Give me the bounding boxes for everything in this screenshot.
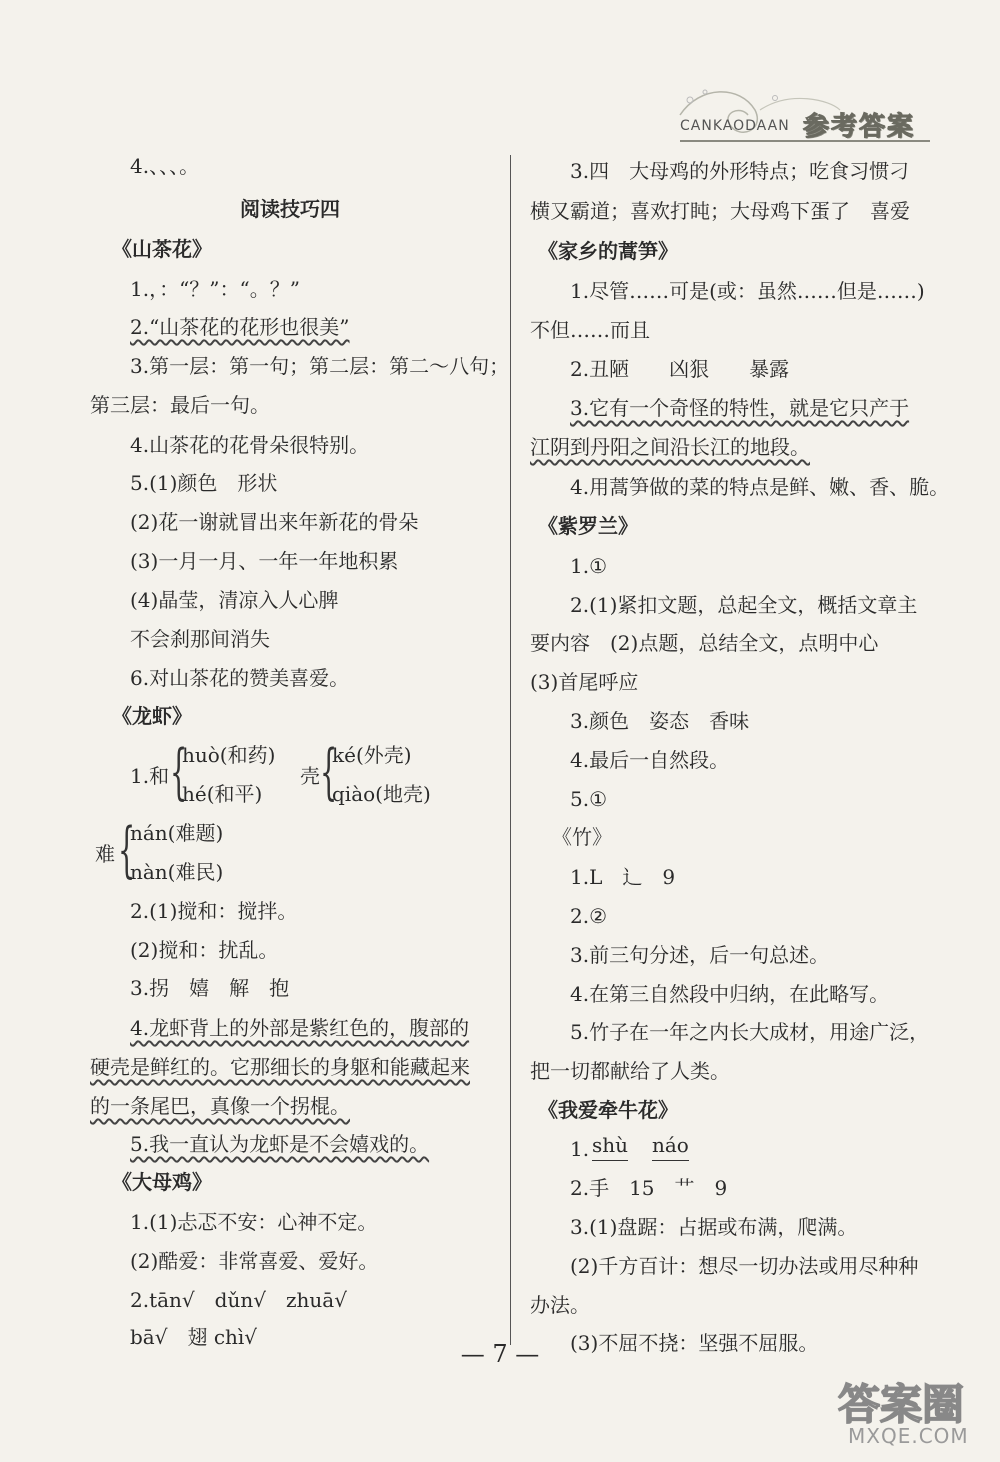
answer-line: 5.① (570, 787, 608, 811)
answer-line: 4.、、、。 (130, 154, 200, 178)
answer-line: 第三层：最后一句。 (90, 393, 270, 417)
answer-line: 5.竹子在一年之内长大成材，用途广泛， (570, 1020, 930, 1044)
brace-icon: { (118, 815, 136, 885)
watermark-url: MXQE.COM (848, 1424, 969, 1448)
answer-line: 6.对山茶花的赞美喜爱。 (130, 666, 350, 690)
answer-line: 不但……而且 (530, 318, 650, 342)
answer-line: 4.最后一自然段。 (570, 748, 730, 772)
answer-line: (2)搅和：扰乱。 (130, 938, 279, 962)
pinyin-answer: náo (652, 1130, 689, 1161)
answer-line: 3.四 大母鸡的外形特点；吃食习惯刁 (570, 159, 910, 183)
answer-line: 4.在第三自然段中归纳，在此略写。 (570, 982, 890, 1006)
answer-line: (3)首尾呼应 (530, 670, 639, 694)
answer-line: 3.(1)盘踞：占据或布满，爬满。 (570, 1215, 858, 1239)
answer-line: 2.手 15 艹 9 (570, 1176, 728, 1200)
pinyin-answer: shù (592, 1130, 628, 1161)
brace-icon: { (170, 737, 188, 807)
passage-title: 《竹》 (552, 825, 612, 849)
answer-line: 1.(1)忐忑不安：心神不定。 (130, 1210, 378, 1234)
answer-line: 办法。 (530, 1293, 590, 1317)
answer-line: 不会刹那间消失 (130, 627, 270, 651)
answer-line: 1.L 辶 9 (570, 865, 676, 889)
answer-line: 2.(1)紧扣文题，总起全文，概括文章主 (570, 593, 918, 617)
pinyin-reading: qiào(地壳) (332, 782, 431, 806)
pinyin-reading: hé(和平) (182, 782, 263, 806)
polyphone-char: 1.和 (130, 764, 170, 788)
answer-line: (2)酷爱：非常喜爱、爱好。 (130, 1249, 379, 1273)
answer-line: 2.丑陋 凶狠 暴露 (570, 357, 790, 381)
answer-line: 1. (570, 1137, 590, 1161)
answer-line: 3.第一层：第一句；第二层：第二～八句； (130, 354, 510, 378)
answer-line: 2.(1)搅和：搅拌。 (130, 899, 298, 923)
answer-line: (2)千方百计：想尽一切办法或用尽种种 (570, 1254, 919, 1278)
answer-line: 3.颜色 姿态 香味 (570, 709, 750, 733)
page-number: — 7 — (460, 1340, 540, 1368)
passage-title: 《山茶花》 (112, 237, 212, 261)
answer-line: bā√ 翅 chì√ (130, 1325, 258, 1349)
answer-line: 1.，：“？”：“。？” (130, 277, 300, 301)
answer-line: 5.(1)颜色 形状 (130, 471, 278, 495)
answer-line: 横又霸道；喜欢打盹；大母鸡下蛋了 喜爱 (530, 199, 910, 223)
brace-icon: { (320, 737, 338, 807)
answer-line: 把一切都献给了人类。 (530, 1059, 730, 1083)
passage-title: 《家乡的蒿笋》 (538, 239, 678, 263)
answer-line: 的一条尾巴，真像一个拐棍。 (90, 1094, 350, 1118)
passage-title: 《我爱牵牛花》 (538, 1098, 678, 1122)
answer-line: (3)一月一月、一年一年地积累 (130, 549, 399, 573)
answer-line: 3.前三句分述，后一句总述。 (570, 943, 830, 967)
answer-line: 2.② (570, 904, 608, 928)
answer-line: 4.用蒿笋做的菜的特点是鲜、嫩、香、脆。 (570, 475, 950, 499)
polyphone-char: 壳 (300, 764, 320, 788)
answer-line: 要内容 (2)点题，总结全文，点明中心 (530, 631, 879, 655)
passage-title: 《紫罗兰》 (538, 514, 638, 538)
polyphone-char: 难 (95, 842, 115, 866)
answer-line: 3.它有一个奇怪的特性，就是它只产于 (570, 396, 910, 420)
pinyin-reading: nán(难题) (130, 821, 224, 845)
pinyin-reading: ké(外壳) (332, 743, 412, 767)
answer-line: (2)花一谢就冒出来年新花的骨朵 (130, 510, 419, 534)
answer-line: 硬壳是鲜红的。它那细长的身躯和能藏起来 (90, 1055, 470, 1079)
answer-line: (3)不屈不挠：坚强不屈服。 (570, 1331, 819, 1355)
header-latin-label: CANKAODAAN (680, 118, 790, 134)
answer-line: 2.tān√ dǔn√ zhuā√ (130, 1288, 347, 1312)
answer-line: 1.① (570, 554, 608, 578)
answer-line: 5.我一直认为龙虾是不会嬉戏的。 (130, 1132, 430, 1156)
answer-line: (4)晶莹，清凉入人心脾 (130, 588, 339, 612)
answer-line: 4.山茶花的花骨朵很特别。 (130, 433, 370, 457)
header-rule (680, 140, 930, 142)
pinyin-reading: huò(和药) (182, 743, 276, 767)
answer-line: 3.拐 嬉 解 抱 (130, 976, 290, 1000)
column-divider (510, 155, 511, 1345)
pinyin-reading: nàn(难民) (130, 860, 224, 884)
answer-line: 1.尽管……可是(或：虽然……但是……) (570, 279, 925, 303)
passage-title: 《大母鸡》 (112, 1170, 212, 1194)
answer-line: 2.“山茶花的花形也很美” (130, 315, 350, 339)
answer-line: 4.龙虾背上的外部是紫红色的，腹部的 (130, 1016, 470, 1040)
header-title: 参考答案 (803, 112, 916, 142)
passage-title: 《龙虾》 (112, 704, 192, 728)
section-title: 阅读技巧四 (240, 197, 340, 221)
answer-line: 江阴到丹阳之间沿长江的地段。 (530, 435, 810, 459)
watermark-logo: 答案圈 (838, 1380, 965, 1429)
